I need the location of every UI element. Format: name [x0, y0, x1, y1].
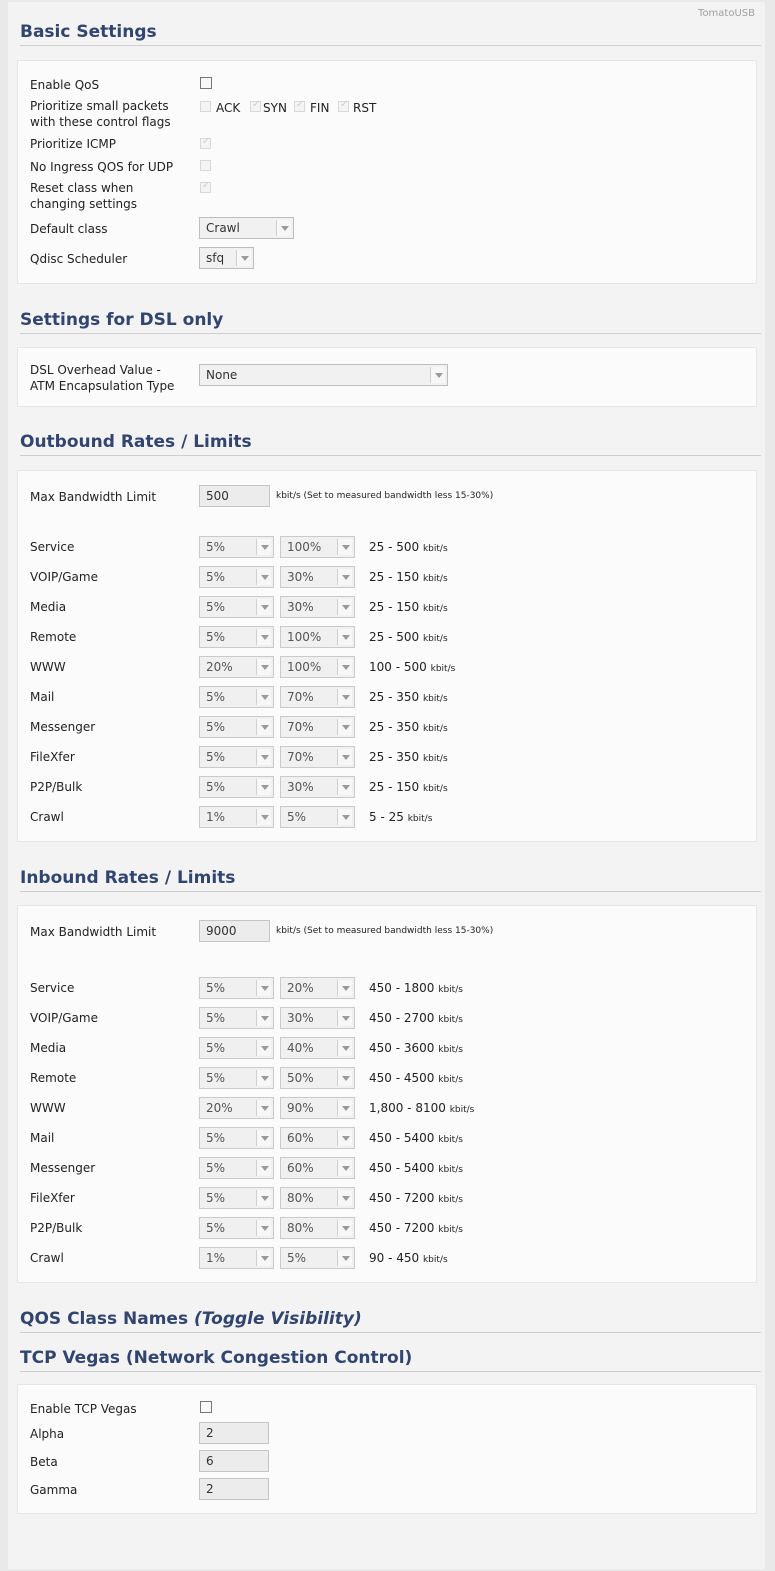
- inbound-max-input[interactable]: 9000: [199, 920, 270, 942]
- max-rate-select[interactable]: 70%: [280, 686, 355, 708]
- flag-rst-label: RST: [353, 101, 377, 115]
- min-rate-select[interactable]: 20%: [199, 1097, 274, 1119]
- rate-range-text: 450 - 4500 kbit/s: [369, 1071, 463, 1085]
- outbound-panel: [17, 470, 757, 842]
- rate-range-text: 5 - 25 kbit/s: [369, 810, 433, 824]
- chevron-down-icon: [256, 1040, 271, 1056]
- chevron-down-icon: [256, 1070, 271, 1086]
- dsl-overhead-label: DSL Overhead Value - ATM Encapsulation Type: [30, 363, 175, 393]
- class-name-label: Service: [30, 981, 75, 995]
- section-title-inbound: Inbound Rates / Limits: [20, 868, 761, 892]
- chevron-down-icon: [256, 1220, 271, 1236]
- alpha-label: Alpha: [30, 1427, 65, 1441]
- qos-settings-page: [8, 2, 765, 1569]
- chevron-down-icon: [337, 1190, 352, 1206]
- min-rate-select[interactable]: 5%: [199, 776, 274, 798]
- chevron-down-icon: [337, 719, 352, 735]
- class-name-label: WWW: [30, 1101, 66, 1115]
- rate-range-text: 25 - 500 kbit/s: [369, 630, 448, 644]
- chevron-down-icon: [337, 779, 352, 795]
- outbound-max-label: Max Bandwidth Limit: [30, 490, 157, 504]
- class-name-label: FileXfer: [30, 750, 75, 764]
- chevron-down-icon: [337, 809, 352, 825]
- class-name-label: P2P/Bulk: [30, 780, 83, 794]
- chevron-down-icon: [256, 1100, 271, 1116]
- chevron-down-icon: [236, 250, 251, 266]
- default-class-label: Default class: [30, 222, 108, 236]
- rate-range-text: 25 - 150 kbit/s: [369, 600, 448, 614]
- rate-range-text: 450 - 5400 kbit/s: [369, 1161, 463, 1175]
- max-rate-select[interactable]: 5%: [280, 1247, 355, 1269]
- chevron-down-icon: [337, 689, 352, 705]
- enable-vegas-checkbox[interactable]: [200, 1401, 212, 1413]
- class-name-label: Mail: [30, 1131, 55, 1145]
- class-name-label: Media: [30, 600, 67, 614]
- enable-qos-checkbox[interactable]: [200, 77, 212, 89]
- min-rate-select[interactable]: 1%: [199, 806, 274, 828]
- min-rate-select[interactable]: 5%: [199, 977, 274, 999]
- rate-range-text: 25 - 350 kbit/s: [369, 690, 448, 704]
- min-rate-select[interactable]: 1%: [199, 1247, 274, 1269]
- inbound-panel: [17, 905, 757, 1283]
- outbound-max-input[interactable]: 500: [199, 485, 270, 507]
- gamma-label: Gamma: [30, 1483, 78, 1497]
- chevron-down-icon: [256, 1130, 271, 1146]
- flag-ack-checkbox[interactable]: [200, 101, 211, 112]
- class-name-label: Remote: [30, 630, 77, 644]
- flag-fin-label: FIN: [310, 101, 330, 115]
- flag-ack-label: ACK: [216, 101, 241, 115]
- chevron-down-icon: [430, 367, 445, 383]
- chevron-down-icon: [337, 1070, 352, 1086]
- default-class-select[interactable]: Crawl: [199, 217, 294, 239]
- min-rate-select[interactable]: 5%: [199, 1007, 274, 1029]
- rate-range-text: 25 - 150 kbit/s: [369, 780, 448, 794]
- min-rate-select[interactable]: 5%: [199, 1037, 274, 1059]
- min-rate-select[interactable]: 20%: [199, 656, 274, 678]
- max-rate-select[interactable]: 30%: [280, 776, 355, 798]
- class-name-label: Crawl: [30, 810, 64, 824]
- rate-range-text: 1,800 - 8100 kbit/s: [369, 1101, 475, 1115]
- rate-range-text: 450 - 1800 kbit/s: [369, 981, 463, 995]
- min-rate-select[interactable]: 5%: [199, 716, 274, 738]
- max-rate-select[interactable]: 70%: [280, 746, 355, 768]
- beta-label: Beta: [30, 1455, 58, 1469]
- max-rate-select[interactable]: 80%: [280, 1217, 355, 1239]
- gamma-input[interactable]: 2: [199, 1478, 269, 1500]
- chevron-down-icon: [337, 659, 352, 675]
- chevron-down-icon: [256, 599, 271, 615]
- alpha-input[interactable]: 2: [199, 1422, 269, 1444]
- chevron-down-icon: [256, 719, 271, 735]
- min-rate-select[interactable]: 5%: [199, 1187, 274, 1209]
- class-name-label: Messenger: [30, 1161, 96, 1175]
- rate-range-text: 450 - 3600 kbit/s: [369, 1041, 463, 1055]
- qdisc-select[interactable]: sfq: [199, 247, 254, 269]
- vegas-panel: [17, 1384, 757, 1514]
- dsl-panel: [17, 347, 757, 407]
- section-title-dsl: Settings for DSL only: [20, 310, 761, 334]
- max-rate-select[interactable]: 100%: [280, 656, 355, 678]
- section-title-basic: Basic Settings: [20, 22, 761, 46]
- rate-range-text: 25 - 500 kbit/s: [369, 540, 448, 554]
- section-title-vegas: TCP Vegas (Network Congestion Control): [20, 1348, 761, 1372]
- min-rate-select[interactable]: 5%: [199, 1127, 274, 1149]
- chevron-down-icon: [337, 749, 352, 765]
- max-rate-select[interactable]: 100%: [280, 626, 355, 648]
- rate-range-text: 450 - 7200 kbit/s: [369, 1221, 463, 1235]
- chevron-down-icon: [256, 809, 271, 825]
- chevron-down-icon: [337, 569, 352, 585]
- rate-range-text: 25 - 150 kbit/s: [369, 570, 448, 584]
- chevron-down-icon: [256, 1190, 271, 1206]
- max-rate-select[interactable]: 50%: [280, 1067, 355, 1089]
- class-name-label: Media: [30, 1041, 67, 1055]
- reset-class-checkbox[interactable]: ✓: [202, 180, 211, 191]
- rate-range-text: 25 - 350 kbit/s: [369, 720, 448, 734]
- chevron-down-icon: [256, 629, 271, 645]
- rate-range-text: 25 - 350 kbit/s: [369, 750, 448, 764]
- chevron-down-icon: [256, 1010, 271, 1026]
- max-rate-select[interactable]: 90%: [280, 1097, 355, 1119]
- class-name-label: VOIP/Game: [30, 1011, 98, 1025]
- inbound-max-note: kbit/s (Set to measured bandwidth less 15-30%): [276, 926, 494, 936]
- flag-syn-checkbox[interactable]: ✓: [252, 99, 261, 110]
- min-rate-select[interactable]: 5%: [199, 596, 274, 618]
- chevron-down-icon: [337, 980, 352, 996]
- min-rate-select[interactable]: 5%: [199, 1157, 274, 1179]
- max-rate-select[interactable]: 80%: [280, 1187, 355, 1209]
- reset-class-label: Reset class when changing settings: [30, 181, 138, 211]
- rate-range-text: 100 - 500 kbit/s: [369, 660, 456, 674]
- chevron-down-icon: [256, 1160, 271, 1176]
- section-title-classnames: QOS Class Names (Toggle Visibility): [20, 1309, 761, 1333]
- flag-rst-checkbox[interactable]: ✓: [340, 99, 349, 110]
- class-name-label: FileXfer: [30, 1191, 75, 1205]
- chevron-down-icon: [337, 1220, 352, 1236]
- max-rate-select[interactable]: 70%: [280, 716, 355, 738]
- chevron-down-icon: [256, 779, 271, 795]
- dsl-overhead-select[interactable]: None: [199, 364, 448, 386]
- max-rate-select[interactable]: 20%: [280, 977, 355, 999]
- enable-vegas-label: Enable TCP Vegas: [30, 1402, 137, 1416]
- class-name-label: WWW: [30, 660, 66, 674]
- flag-syn-label: SYN: [263, 101, 287, 115]
- min-rate-select[interactable]: 5%: [199, 746, 274, 768]
- prioritize-small-label: Prioritize small packets with these control flags: [30, 99, 171, 129]
- inbound-max-label: Max Bandwidth Limit: [30, 925, 157, 939]
- rate-range-text: 90 - 450 kbit/s: [369, 1251, 448, 1265]
- chevron-down-icon: [256, 569, 271, 585]
- max-rate-select[interactable]: 100%: [280, 536, 355, 558]
- qdisc-label: Qdisc Scheduler: [30, 252, 128, 266]
- chevron-down-icon: [256, 980, 271, 996]
- chevron-down-icon: [256, 659, 271, 675]
- outbound-max-note: kbit/s (Set to measured bandwidth less 15-30%): [276, 491, 494, 501]
- chevron-down-icon: [337, 629, 352, 645]
- chevron-down-icon: [276, 220, 291, 236]
- chevron-down-icon: [337, 1040, 352, 1056]
- chevron-down-icon: [337, 1130, 352, 1146]
- section-title-outbound: Outbound Rates / Limits: [20, 432, 761, 456]
- chevron-down-icon: [337, 599, 352, 615]
- min-rate-select[interactable]: 5%: [199, 536, 274, 558]
- basic-settings-panel: [17, 60, 757, 284]
- chevron-down-icon: [337, 1010, 352, 1026]
- beta-input[interactable]: 6: [199, 1450, 269, 1472]
- chevron-down-icon: [337, 1160, 352, 1176]
- rate-range-text: 450 - 2700 kbit/s: [369, 1011, 463, 1025]
- prioritize-icmp-checkbox[interactable]: ✓: [202, 136, 211, 147]
- min-rate-select[interactable]: 5%: [199, 566, 274, 588]
- class-name-label: Remote: [30, 1071, 77, 1085]
- chevron-down-icon: [256, 749, 271, 765]
- chevron-down-icon: [337, 539, 352, 555]
- class-name-label: Crawl: [30, 1251, 64, 1265]
- flag-fin-checkbox[interactable]: ✓: [296, 99, 305, 110]
- chevron-down-icon: [256, 1250, 271, 1266]
- min-rate-select[interactable]: 5%: [199, 626, 274, 648]
- chevron-down-icon: [337, 1100, 352, 1116]
- max-rate-select[interactable]: 60%: [280, 1127, 355, 1149]
- class-name-label: Service: [30, 540, 75, 554]
- max-rate-select[interactable]: 60%: [280, 1157, 355, 1179]
- rate-range-text: 450 - 5400 kbit/s: [369, 1131, 463, 1145]
- class-name-label: Messenger: [30, 720, 96, 734]
- no-ingress-checkbox[interactable]: [200, 160, 211, 171]
- min-rate-select[interactable]: 5%: [199, 686, 274, 708]
- enable-qos-label: Enable QoS: [30, 78, 100, 92]
- max-rate-select[interactable]: 5%: [280, 806, 355, 828]
- no-ingress-label: No Ingress QOS for UDP: [30, 160, 174, 174]
- toggle-visibility-link[interactable]: (Toggle Visibility): [193, 1309, 362, 1329]
- class-name-label: VOIP/Game: [30, 570, 98, 584]
- chevron-down-icon: [256, 689, 271, 705]
- max-rate-select[interactable]: 30%: [280, 596, 355, 618]
- max-rate-select[interactable]: 30%: [280, 566, 355, 588]
- rate-range-text: 450 - 7200 kbit/s: [369, 1191, 463, 1205]
- max-rate-select[interactable]: 40%: [280, 1037, 355, 1059]
- prioritize-icmp-label: Prioritize ICMP: [30, 137, 116, 151]
- max-rate-select[interactable]: 30%: [280, 1007, 355, 1029]
- min-rate-select[interactable]: 5%: [199, 1217, 274, 1239]
- chevron-down-icon: [256, 539, 271, 555]
- class-name-label: P2P/Bulk: [30, 1221, 83, 1235]
- brand-label: TomatoUSB: [698, 8, 755, 19]
- chevron-down-icon: [337, 1250, 352, 1266]
- class-name-label: Mail: [30, 690, 55, 704]
- min-rate-select[interactable]: 5%: [199, 1067, 274, 1089]
